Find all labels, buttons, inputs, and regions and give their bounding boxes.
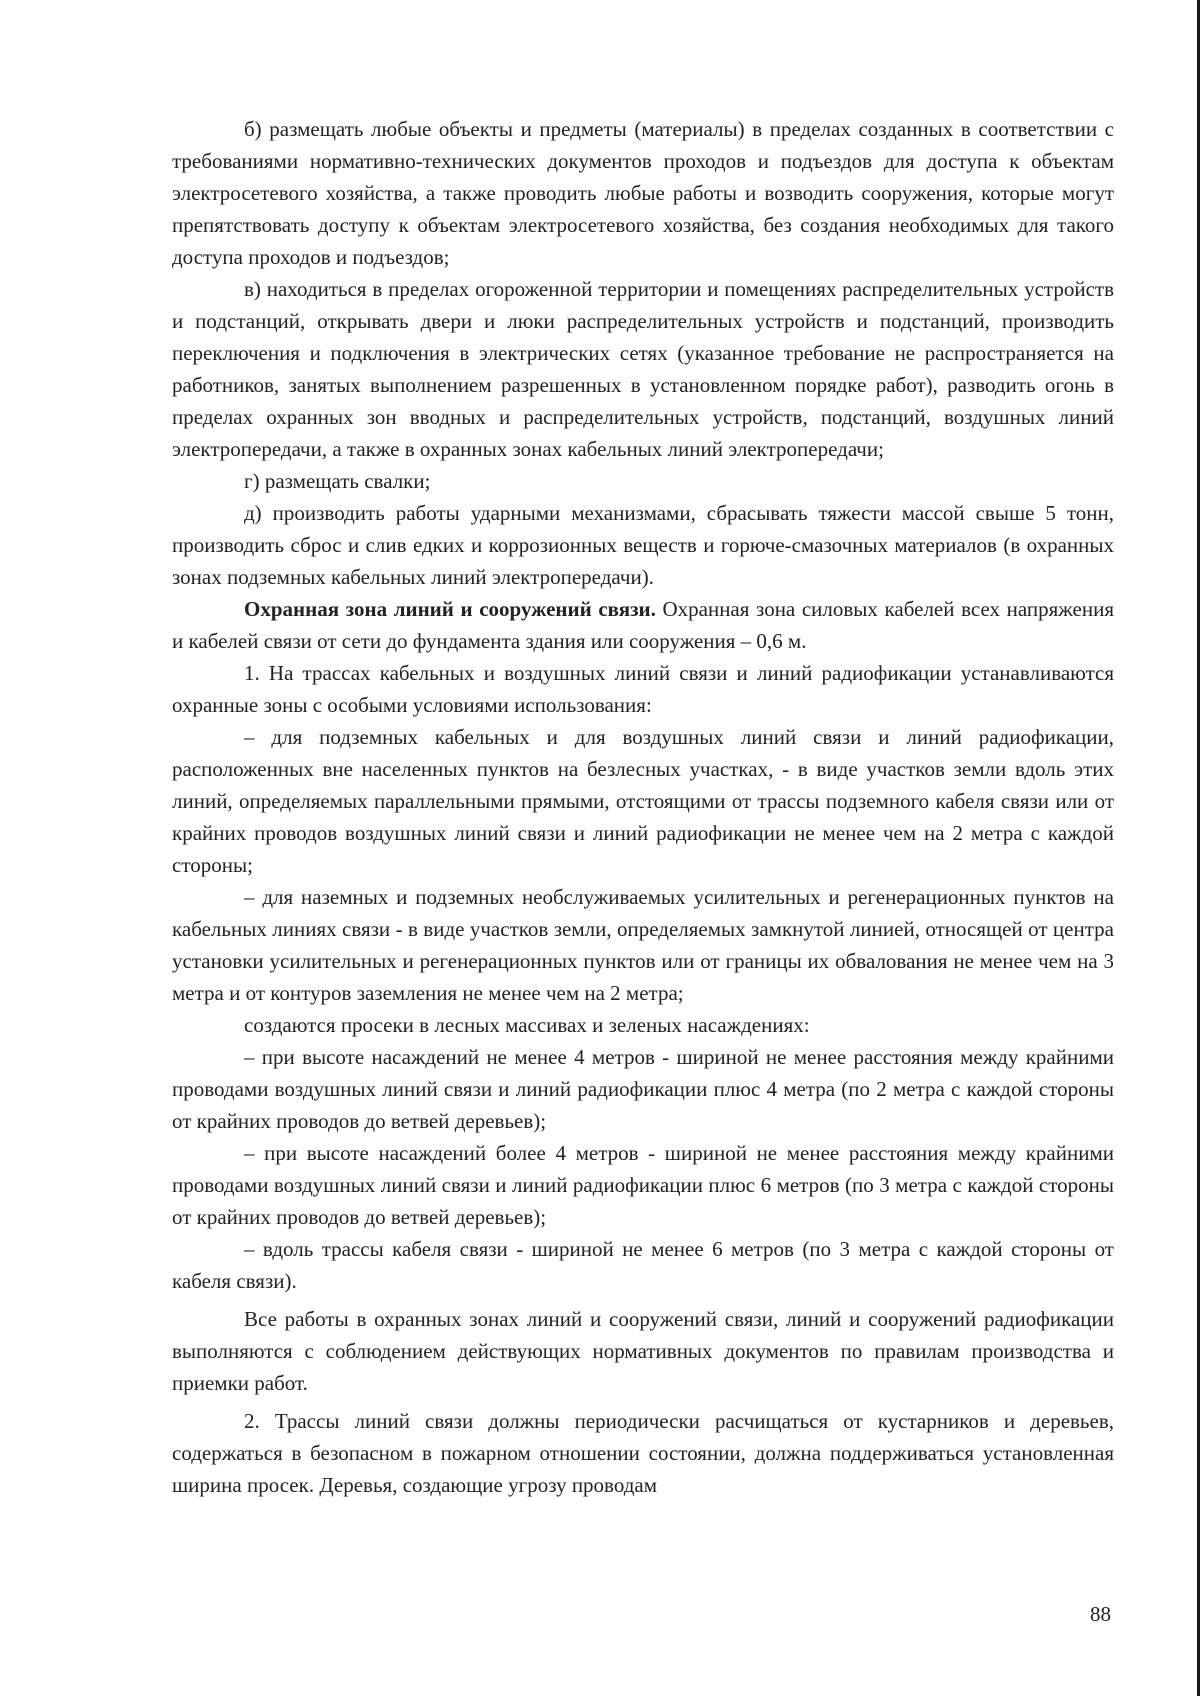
paragraph-item-1: 1. На трассах кабельных и воздушных линий связи и линий радиофикации устанавливаются охранные зоны с особыми условиями использования: (172, 661, 1114, 717)
page-number: 88 (1090, 1602, 1111, 1626)
paragraph-bullet-ground-points: – для наземных и подземных необслуживаемых усилительных и регенерационных пунктов на кабельных линиях связи - в виде участков земли, определяемых замкнутой линией, относящей от центра установки усилительных и регенерационных пунктов или от границы их обвалования не менее чем на 3 метра и от контуров заземления не менее чем на 2 метра; (172, 885, 1114, 1005)
paragraph-bullet-cable-route: – вдоль трассы кабеля связи - шириной не менее 6 метров (по 3 метра с каждой стороны от кабеля связи). (172, 1237, 1114, 1293)
document-body (172, 113, 1114, 1501)
paragraph-g: г) размещать свалки; (244, 469, 431, 493)
paragraph-v: в) находиться в пределах огороженной территории и помещениях распределительных устройств и подстанций, открывать двери и люки распределительных устройств и подстанций, производить переключения и подключения в электрических сетях (указанное требование не распространяется на работников, занятых выполнением разрешенных в установленном порядке работ), разводить огонь в пределах охранных зон вводных и распределительных устройств, подстанций, воздушных линий электропередачи, а также в охранных зонах кабельных линий электропередачи; (172, 277, 1114, 461)
paragraph-bullet-underground: – для подземных кабельных и для воздушных линий связи и линий радиофикации, расположенных вне населенных пунктов на безлесных участках, - в виде участков земли вдоль этих линий, определяемых параллельными прямыми, отстоящими от трассы подземного кабеля связи или от крайних проводов воздушных линий связи и линий радиофикации не менее чем на 2 метра с каждой стороны; (172, 725, 1114, 877)
paragraph-all-works: Все работы в охранных зонах линий и сооружений связи, линий и сооружений радиофикации выполняются с соблюдением действующих нормативных документов по правилам производства и приемки работ. (172, 1307, 1114, 1395)
paragraph-d: д) производить работы ударными механизмами, сбрасывать тяжести массой свыше 5 тонн, производить сброс и слив едких и коррозионных веществ и горюче-смазочных материалов (в охранных зонах подземных кабельных линий электропередачи). (172, 501, 1114, 589)
paragraph-item-2: 2. Трассы линий связи должны периодически расчищаться от кустарников и деревьев, содержаться в безопасном в пожарном отношении состоянии, должна поддерживаться установленная ширина просек. Деревья, создающие угрозу проводам (172, 1409, 1114, 1497)
paragraph-communication-zone (172, 593, 1114, 657)
paragraph-bullet-height-under-4: – при высоте насаждений не менее 4 метров - шириной не менее расстояния между крайними проводами воздушных линий связи и линий радиофикации плюс 4 метра (по 2 метра с каждой стороны от крайних проводов до ветвей деревьев); (172, 1045, 1114, 1133)
section-heading-text: Охранная зона силовых кабелей всех напряжения и кабелей связи от сети до фундамента здания или сооружения – 0,6 м. (172, 597, 1114, 653)
paragraph-clearings: создаются просеки в лесных массивах и зеленых насаждениях: (244, 1013, 810, 1037)
section-heading-inline: Охранная зона линий и сооружений связи. (244, 597, 656, 621)
paragraph-bullet-height-over-4: – при высоте насаждений более 4 метров - шириной не менее расстояния между крайними проводами воздушных линий связи и линий радиофикации плюс 6 метров (по 3 метра с каждой стороны от крайних проводов до ветвей деревьев); (172, 1141, 1114, 1229)
paragraph-b: б) размещать любые объекты и предметы (материалы) в пределах созданных в соответствии с требованиями нормативно-технических документов проходов и подъездов для доступа к объектам электросетевого хозяйства, а также проводить любые работы и возводить сооружения, которые могут препятствовать доступу к объектам электросетевого хозяйства, без создания необходимых для такого доступа проходов и подъездов; (172, 117, 1114, 269)
